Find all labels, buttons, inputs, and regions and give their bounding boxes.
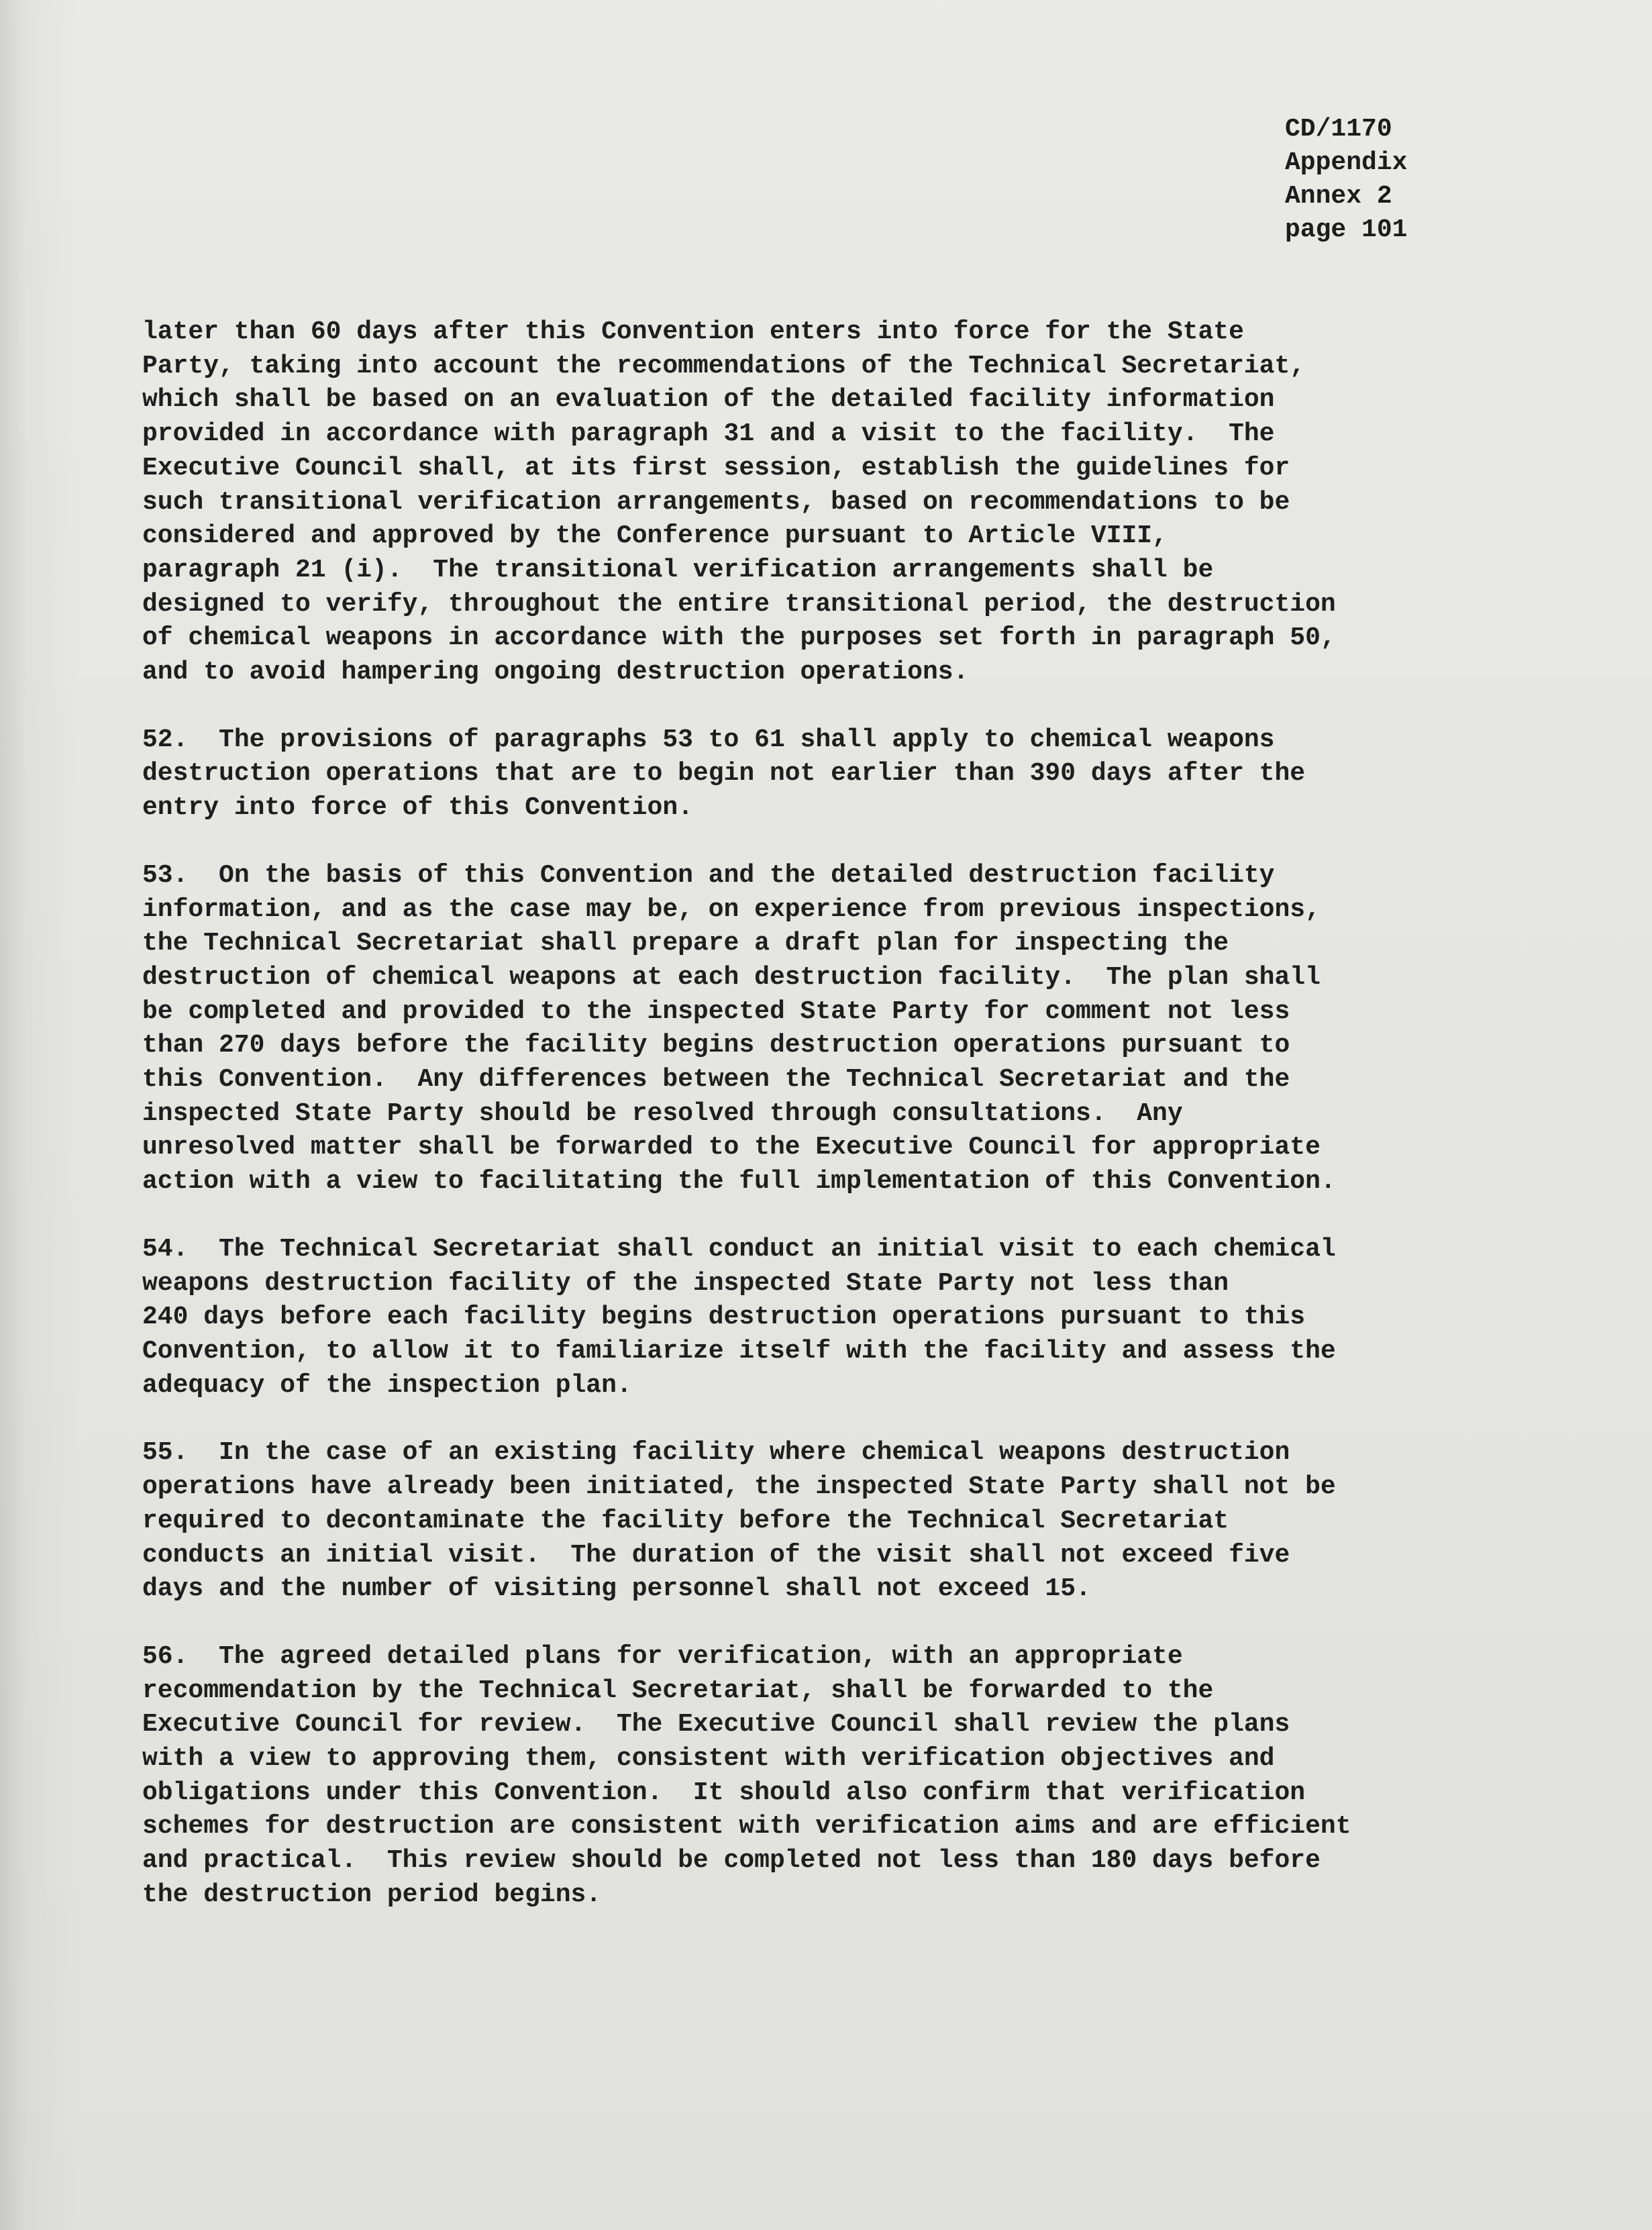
- text-line: be completed and provided to the inspected State Party for comment not less: [142, 997, 1290, 1026]
- text-line: weapons destruction facility of the inspected State Party not less than: [142, 1268, 1229, 1298]
- text-line: the destruction period begins.: [142, 1880, 602, 1909]
- text-line: obligations under this Convention. It should also confirm that verification: [142, 1778, 1306, 1807]
- annex-label: Annex 2: [1285, 182, 1392, 211]
- text-line: 53. On the basis of this Convention and the detailed destruction facility: [142, 860, 1275, 890]
- text-line: Party, taking into account the recommendations of the Technical Secretariat,: [142, 351, 1306, 381]
- paragraph-52: [142, 723, 1525, 825]
- text-line: conducts an initial visit. The duration of the visit shall not exceed five: [142, 1540, 1290, 1570]
- text-line: days and the number of visiting personnel shall not exceed 15.: [142, 1574, 1091, 1604]
- text-line: required to decontaminate the facility before the Technical Secretariat: [142, 1506, 1229, 1535]
- text-line: 54. The Technical Secretariat shall conduct an initial visit to each chemical: [142, 1234, 1336, 1264]
- page-number: page 101: [1285, 215, 1408, 244]
- text-line: considered and approved by the Conference pursuant to Article VIII,: [142, 521, 1168, 551]
- text-line: 55. In the case of an existing facility where chemical weapons destruction: [142, 1438, 1290, 1468]
- text-line: unresolved matter shall be forwarded to the Executive Council for appropriate: [142, 1133, 1321, 1162]
- paragraph-56: [142, 1640, 1525, 1913]
- paragraph-54: [142, 1233, 1525, 1403]
- text-line: operations have already been initiated, the inspected State Party shall not be: [142, 1472, 1336, 1502]
- text-line: adequacy of the inspection plan.: [142, 1370, 632, 1400]
- text-line: and to avoid hampering ongoing destruction operations.: [142, 658, 969, 687]
- appendix-label: Appendix: [1285, 148, 1408, 177]
- text-line: and practical. This review should be completed not less than 180 days before: [142, 1846, 1321, 1876]
- paragraph-53: [142, 859, 1525, 1199]
- text-line: destruction operations that are to begin not earlier than 390 days after the: [142, 759, 1306, 789]
- text-line: inspected State Party should be resolved through consultations. Any: [142, 1099, 1183, 1128]
- text-line: this Convention. Any differences between the Technical Secretariat and the: [142, 1065, 1290, 1095]
- text-line: Executive Council shall, at its first session, establish the guidelines for: [142, 453, 1290, 483]
- document-reference-header: [1285, 113, 1553, 247]
- text-line: 52. The provisions of paragraphs 53 to 61 shall apply to chemical weapons: [142, 725, 1275, 754]
- text-line: the Technical Secretariat shall prepare a draft plan for inspecting the: [142, 929, 1229, 958]
- text-line: information, and as the case may be, on experience from previous inspections,: [142, 895, 1321, 924]
- text-line: with a view to approving them, consistent with verification objectives and: [142, 1744, 1275, 1774]
- document-symbol: CD/1170: [1285, 115, 1392, 144]
- paragraph-51-continued: [142, 315, 1525, 690]
- text-line: than 270 days before the facility begins destruction operations pursuant to: [142, 1031, 1290, 1060]
- paragraph-55: [142, 1436, 1525, 1607]
- document-body: [142, 315, 1525, 1946]
- text-line: action with a view to facilitating the full implementation of this Convention.: [142, 1167, 1336, 1197]
- text-line: Executive Council for review. The Executive Council shall review the plans: [142, 1710, 1290, 1739]
- text-line: which shall be based on an evaluation of the detailed facility information: [142, 385, 1275, 415]
- text-line: provided in accordance with paragraph 31 and a visit to the facility. The: [142, 419, 1275, 449]
- text-line: 56. The agreed detailed plans for verification, with an appropriate: [142, 1641, 1183, 1671]
- text-line: recommendation by the Technical Secretariat, shall be forwarded to the: [142, 1676, 1214, 1705]
- text-line: schemes for destruction are consistent with verification aims and are efficient: [142, 1812, 1351, 1841]
- text-line: later than 60 days after this Convention enters into force for the State: [142, 317, 1244, 346]
- text-line: such transitional verification arrangements, based on recommendations to be: [142, 487, 1290, 517]
- text-line: 240 days before each facility begins destruction operations pursuant to this: [142, 1303, 1306, 1332]
- text-line: paragraph 21 (i). The transitional verification arrangements shall be: [142, 555, 1214, 585]
- text-line: designed to verify, throughout the entire transitional period, the destruction: [142, 589, 1336, 619]
- text-line: destruction of chemical weapons at each destruction facility. The plan shall: [142, 962, 1321, 992]
- text-line: entry into force of this Convention.: [142, 793, 693, 823]
- text-line: of chemical weapons in accordance with the purposes set forth in paragraph 50,: [142, 623, 1336, 653]
- text-line: Convention, to allow it to familiarize itself with the facility and assess the: [142, 1336, 1336, 1366]
